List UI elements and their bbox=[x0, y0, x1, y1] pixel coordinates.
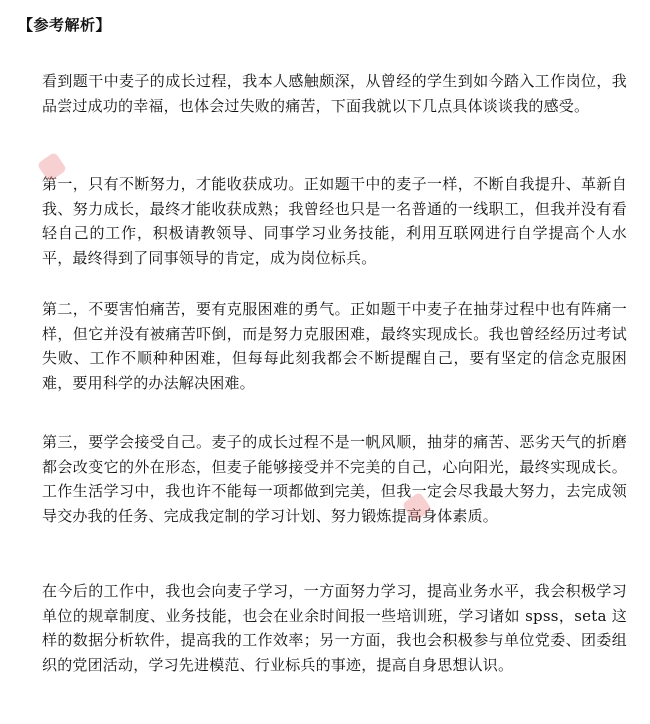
paragraph-point-two: 第二，不要害怕痛苦，要有克服困难的勇气。正如题干中麦子在抽芽过程中也有阵痛一样，但它并没有被痛苦吓倒，而是努力克服困难，最终实现成长。我也曾经经历过考试失败、工作不顺种种困难，但每每此刻我都会不断提醒自己，要有坚定的信念克服困难，要用科学的办法解决困难。 bbox=[42, 300, 627, 392]
paragraph-intro: 看到题干中麦子的成长过程，我本人感触颇深，从曾经的学生到如今踏入工作岗位，我品尝过成功的幸福，也体会过失败的痛苦，下面我就以下几点具体谈谈我的感受。 bbox=[42, 72, 627, 115]
section-heading: 【参考解析】 bbox=[18, 16, 112, 34]
paragraph-point-one: 第一，只有不断努力，才能收获成功。正如题干中的麦子一样，不断自我提升、革新自我、努力成长，最终才能收获成熟；我曾经也只是一名普通的一线职工，但我并没有看轻自己的工作，积极请教领导、同事学习业务技能，利用互联网进行自学提高个人水平，最终得到了同事领导的肯定，成为岗位标兵。 bbox=[42, 175, 627, 267]
paragraph-point-three: 第三，要学会接受自己。麦子的成长过程不是一帆风顺，抽芽的痛苦、恶劣天气的折磨都会改变它的外在形态，但麦子能够接受并不完美的自己，心向阳光，最终实现成长。工作生活学习中，我也许不能每一项都做到完美，但我一定会尽我最大努力，去完成领导交办我的任务、完成我定制的学习计划、努力锻炼提高身体素质。 bbox=[42, 433, 627, 525]
paragraph-conclusion: 在今后的工作中，我也会向麦子学习，一方面努力学习，提高业务水平，我会积极学习单位的规章制度、业务技能，也会在业余时间报一些培训班，学习诸如 spss，seta 这样的数据分析软件，提高我的工作效率；另一方面，我也会积极参与单位党委、团委组织的党团活动，学习先进模范、行业标兵的事迹，提高自身思想认识。 bbox=[42, 582, 627, 674]
